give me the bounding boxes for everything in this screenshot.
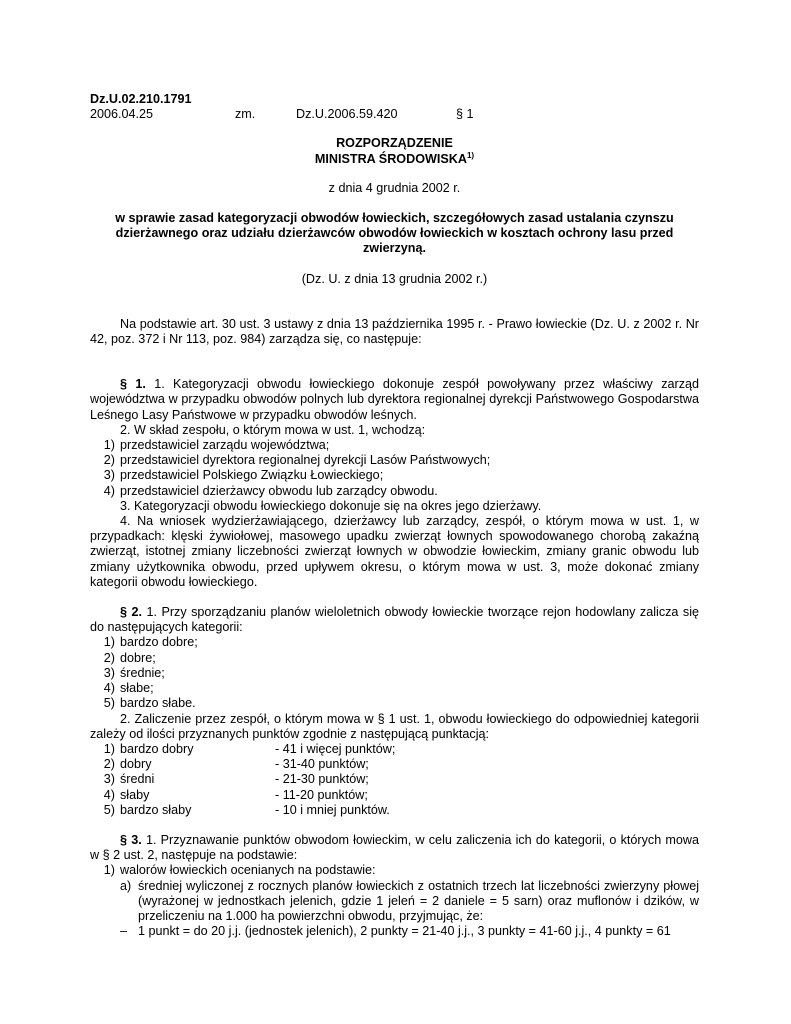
list-item — [90, 438, 699, 453]
list-text: średnie; — [120, 665, 165, 680]
dash-item — [90, 924, 699, 939]
list-text: przedstawiciel dyrektora regionalnej dyrekcji Lasów Państwowych; — [120, 453, 491, 468]
s2-paragraph-2: 2. Zaliczenie przez zespół, o którym mowa w § 1 ust. 1, obwodu łowieckiego do odpowiedniej kategorii zależy od ilości przyznanych punktów zgodnie z następującą punktacją: — [90, 711, 699, 741]
list-text: przedstawiciel zarządu województwa; — [120, 438, 330, 453]
amendment-date: 2006.04.25 — [90, 107, 154, 122]
scoring-number: 5) — [103, 802, 115, 817]
amendment-row — [90, 107, 699, 122]
list-number: 4) — [103, 483, 115, 498]
list-text: dobre; — [120, 650, 156, 665]
sub-text: średniej wyliczonej z rocznych planów łowieckich z ostatnich trzech lat liczebności zwierzyny płowej (wyrażonej w jednostkach jelenich, gdzie 1 jeleń = 2 daniele = 5 sarn) oraz muflonów i dzików, w przeliczeniu na 1.000 ha powierzchni obwodu, przyjmując, że: — [138, 878, 699, 923]
section-2 — [90, 605, 699, 818]
list-text: przedstawiciel dzierżawcy obwodu lub zarządcy obwodu. — [120, 483, 438, 498]
s1-paragraph-2: 2. W skład zespołu, o którym mowa w ust. 1, wchodzą: — [120, 422, 426, 437]
amendment-ref: Dz.U.2006.59.420 — [296, 107, 398, 122]
title-line2 — [90, 152, 699, 167]
s2-mark: § 2. — [120, 605, 142, 620]
scoring-points: - 41 i więcej punktów; — [275, 741, 396, 756]
list-item — [90, 484, 699, 499]
s1-mark: § 1. — [120, 377, 146, 392]
doc-header — [90, 92, 699, 122]
dash-mark: – — [120, 924, 128, 939]
list-text: przedstawiciel Polskiego Związku Łowieckiego; — [120, 468, 384, 483]
scoring-points: - 11-20 punktów; — [275, 787, 368, 802]
scoring-row — [90, 742, 699, 757]
s3-p1-text: 1. Przyznawanie punktów obwodom łowieckim, w celu zaliczenia ich do kategorii, o których mowa w § 2 ust. 2, następuje na podstawie: — [90, 832, 700, 863]
list-item — [90, 651, 699, 666]
document-page — [90, 92, 699, 939]
list-number: 3) — [103, 468, 115, 483]
scoring-category: słaby — [120, 787, 150, 802]
scoring-points: - 10 i mniej punktów. — [275, 802, 390, 817]
list-item — [90, 863, 699, 878]
list-number: 1) — [103, 438, 115, 453]
list-number: 1) — [103, 635, 115, 650]
s1-paragraph-4: 4. Na wniosek wydzierżawiającego, dzierżawcy lub zarządcy, zespół, o którym mowa w ust. 1, w przypadkach: klęski żywiołowej, masowego upadku zwierząt łownych spowodowanego chorobą zakaźną zwierząt, istotnej zmiany liczebności zwierząt łownych w obwodzie łowieckim, zmiany granic obwodu lub zmiany użytkownika obwodu, przed upływem okresu, o którym mowa w ust. 3, może dokonać zmiany kategorii obwodu łowieckiego. — [90, 514, 699, 589]
regulation-subject: w sprawie zasad kategoryzacji obwodów łowieckich, szczegółowych zasad ustalania czynszu dzierżawnego oraz udziału dzierżawców obwodów łowieckich w kosztach ochrony lasu przed zwierzyną. — [115, 211, 674, 256]
scoring-points: - 21-30 punktów; — [275, 772, 369, 787]
s1-paragraph-3: 3. Kategoryzacji obwodu łowieckiego dokonuje się na okres jego dzierżawy. — [120, 498, 542, 513]
scoring-row — [90, 803, 699, 818]
list-number: 1) — [103, 863, 115, 878]
s3-paragraph-1 — [90, 833, 699, 863]
scoring-number: 3) — [103, 772, 115, 787]
preamble: Na podstawie art. 30 ust. 3 ustawy z dnia 13 października 1995 r. - Prawo łowieckie (Dz. U. z 2002 r. Nr 42, poz. 372 i Nr 113, poz. 984) zarządza się, co następuje: — [90, 316, 699, 347]
list-text: bardzo dobre; — [120, 635, 198, 650]
dash-text: 1 punkt = do 20 j.j. (jednostek jelenich), 2 punkty = 21-40 j.j., 3 punkty = 41-60 j.j., 4 punkty = 61 — [138, 924, 671, 939]
title-line1: ROZPORZĄDZENIE — [336, 136, 453, 151]
s2-paragraph-1 — [90, 605, 699, 635]
sub-letter: a) — [120, 878, 132, 893]
regulation-date: z dnia 4 grudnia 2002 r. — [328, 180, 461, 195]
title-block — [90, 136, 699, 166]
amendment-zm: zm. — [235, 107, 256, 122]
s2-p1-text: 1. Przy sporządzaniu planów wieloletnich obwody łowieckie tworzące rejon hodowlany zalicza się do następujących kategorii: — [90, 605, 699, 635]
scoring-category: średni — [120, 772, 155, 787]
section-3 — [90, 833, 699, 939]
list-text: bardzo słabe. — [120, 696, 196, 711]
title-line2-text: MINISTRA ŚRODOWISKA — [314, 151, 467, 166]
scoring-category: bardzo słaby — [120, 802, 192, 817]
section-1 — [90, 377, 699, 590]
list-item — [90, 453, 699, 468]
scoring-row — [90, 772, 699, 787]
scoring-category: dobry — [120, 757, 152, 772]
list-item — [90, 635, 699, 650]
amendment-section: § 1 — [456, 107, 474, 122]
list-text: słabe; — [120, 681, 154, 696]
s1-p1-text: 1. Kategoryzacji obwodu łowieckiego dokonuje zespół powoływany przez właściwy zarząd województwa w przypadku obwodów polnych lub dyrektora regionalnej dyrekcji Państwowego Gospodarstwa Leśnego Lasy Państwowe w przypadku obwodów leśnych. — [90, 377, 699, 422]
scoring-number: 4) — [103, 787, 115, 802]
s1-paragraph-1 — [90, 377, 699, 423]
list-number: 3) — [103, 665, 115, 680]
list-number: 2) — [103, 453, 115, 468]
list-number: 2) — [103, 650, 115, 665]
scoring-category: bardzo dobry — [120, 741, 194, 756]
list-number: 4) — [103, 681, 115, 696]
list-text: walorów łowieckich ocenianych na podstawie: — [120, 863, 376, 878]
footnote-mark: 1) — [466, 150, 475, 160]
scoring-number: 1) — [103, 741, 115, 756]
list-item — [90, 681, 699, 696]
scoring-points: - 31-40 punktów; — [275, 757, 369, 772]
list-item — [90, 696, 699, 711]
publication-info: (Dz. U. z dnia 13 grudnia 2002 r.) — [301, 271, 488, 286]
scoring-row — [90, 757, 699, 772]
scoring-row — [90, 788, 699, 803]
list-item — [90, 468, 699, 483]
list-item — [90, 666, 699, 681]
list-number: 5) — [103, 696, 115, 711]
doc-id: Dz.U.02.210.1791 — [90, 92, 192, 106]
s3-mark: § 3. — [120, 832, 142, 847]
scoring-number: 2) — [103, 757, 115, 772]
sub-item-a — [90, 879, 699, 925]
